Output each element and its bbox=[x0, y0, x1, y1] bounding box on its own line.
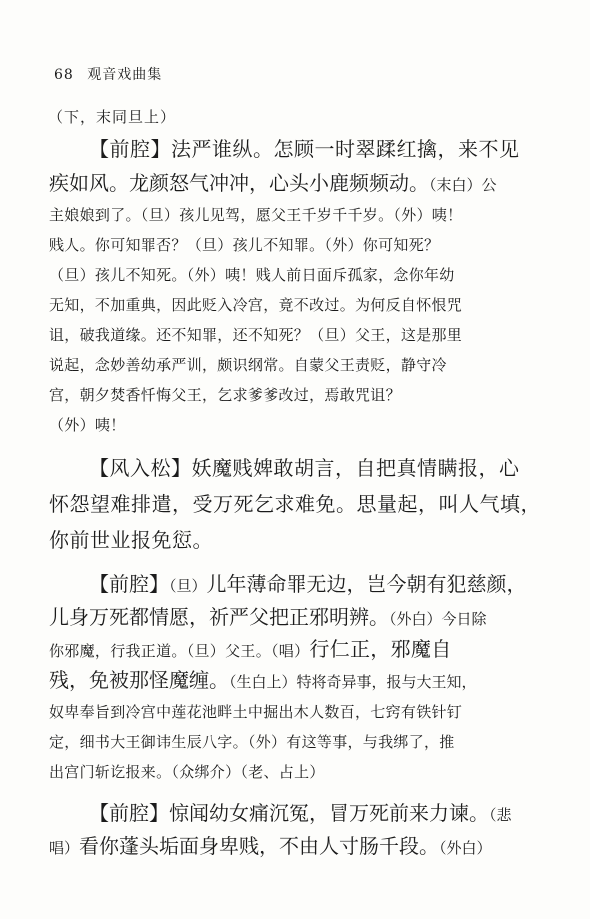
dialogue-text: 无知，不加重典，因此贬入冷宫，竟不改过。为何反自怀恨咒 bbox=[49, 296, 463, 314]
sung-lyric: 残，免被那怪魔缠。 bbox=[49, 668, 229, 692]
text-line bbox=[49, 320, 545, 350]
dialogue-text: 贱人。你可知罪否？（旦）孩儿不知罪。（外）你可知死？ bbox=[49, 236, 440, 254]
text-line bbox=[49, 350, 545, 380]
book-title: 观音戏曲集 bbox=[87, 67, 163, 83]
dialogue-text: 主娘娘到了。（旦）孩儿见驾，愿父王千岁千千岁。（外）咦！ bbox=[49, 206, 463, 224]
dialogue-text: （悲 bbox=[489, 806, 512, 824]
text-line bbox=[49, 450, 545, 486]
text-line bbox=[49, 601, 545, 634]
text-line bbox=[49, 167, 545, 200]
sung-lyric: 儿年薄命罪无边，岂今朝有犯慈颜， bbox=[206, 572, 527, 596]
dialogue-text: 你邪魔，行我正道。（旦）父王。（唱） bbox=[49, 642, 310, 660]
sung-lyric: 【风入松】妖魔贱婢敢胡言，自把真情瞒报，心 bbox=[89, 456, 520, 480]
dialogue-text: 唱） bbox=[49, 839, 80, 857]
text-line bbox=[49, 522, 545, 558]
dialogue-text: 说起，念妙善幼承严训，颇识纲常。自蒙父王责贬，静守冷 bbox=[49, 356, 447, 374]
text-line bbox=[49, 486, 545, 522]
text-line bbox=[49, 380, 545, 410]
dialogue-text: 定，细书大王御讳生辰八字。（外）有这等事，与我绑了，推 bbox=[49, 733, 455, 751]
text-line bbox=[49, 757, 545, 787]
text-line bbox=[49, 797, 545, 830]
paragraph-gap bbox=[49, 558, 545, 568]
running-header bbox=[54, 64, 162, 84]
dialogue-text: （外白）今日除 bbox=[389, 610, 487, 628]
text-line bbox=[49, 727, 545, 757]
dialogue-text: （外）咦！ bbox=[49, 416, 126, 434]
script-body bbox=[49, 131, 545, 863]
text-line bbox=[49, 230, 545, 260]
dialogue-text: 诅，破我道缘。还不知罪，还不知死？（旦）父王，这是那里 bbox=[49, 326, 463, 344]
text-line bbox=[49, 410, 545, 440]
text-line bbox=[49, 131, 545, 167]
text-line bbox=[49, 830, 545, 863]
dialogue-text: （外白） bbox=[439, 839, 492, 857]
text-line bbox=[49, 568, 545, 601]
sung-lyric: 疾如风。龙颜怒气冲冲，心头小鹿频频动。 bbox=[49, 171, 429, 195]
dialogue-text: （末白）公 bbox=[429, 176, 497, 194]
text-line bbox=[49, 697, 545, 727]
page-number: 68 bbox=[54, 67, 74, 83]
sung-lyric: 怀怨望难排遣，受万死乞求难免。思量起，叫人气填， bbox=[49, 492, 541, 516]
dialogue-text: （旦） bbox=[169, 577, 207, 595]
dialogue-text: （生白上）特将奇异事，报与大王知， bbox=[229, 673, 477, 691]
dialogue-text: 宫，朝夕焚香忏悔父王，乞求爹爹改过，焉敢咒诅？ bbox=[49, 386, 401, 404]
sung-lyric: 儿身万死都情愿，祈严父把正邪明辨。 bbox=[49, 605, 389, 629]
text-line bbox=[49, 260, 545, 290]
paragraph-gap bbox=[49, 787, 545, 797]
paragraph-gap bbox=[49, 440, 545, 450]
sung-lyric: 【前腔】 bbox=[89, 572, 169, 596]
dialogue-text: 出宫门斩讫报来。（众绑介）（老、占上） bbox=[49, 763, 325, 781]
sung-lyric: 【前腔】法严谁纵。怎顾一时翠蹂红擒，来不见 bbox=[89, 137, 520, 161]
sung-lyric: 你前世业报免愆。 bbox=[49, 528, 213, 552]
dialogue-text: （旦）孩儿不知死。（外）咦！贱人前日面斥孤家，念你年幼 bbox=[49, 266, 455, 284]
sung-lyric: 【前腔】惊闻幼女痛沉冤，冒万死前来力谏。 bbox=[89, 801, 489, 825]
dialogue-text: 奴卑奉旨到冷宫中莲花池畔土中掘出木人数百，七窍有铁针钉 bbox=[49, 703, 463, 721]
text-line bbox=[49, 200, 545, 230]
sung-lyric: 行仁正，邪魔自 bbox=[309, 637, 452, 661]
text-line bbox=[49, 290, 545, 320]
text-line bbox=[49, 634, 545, 664]
text-line bbox=[49, 664, 545, 697]
stage-direction: （下，末同旦上） bbox=[48, 108, 177, 126]
sung-lyric: 看你蓬头垢面身卑贱，不由人寸肠千段。 bbox=[79, 834, 440, 858]
